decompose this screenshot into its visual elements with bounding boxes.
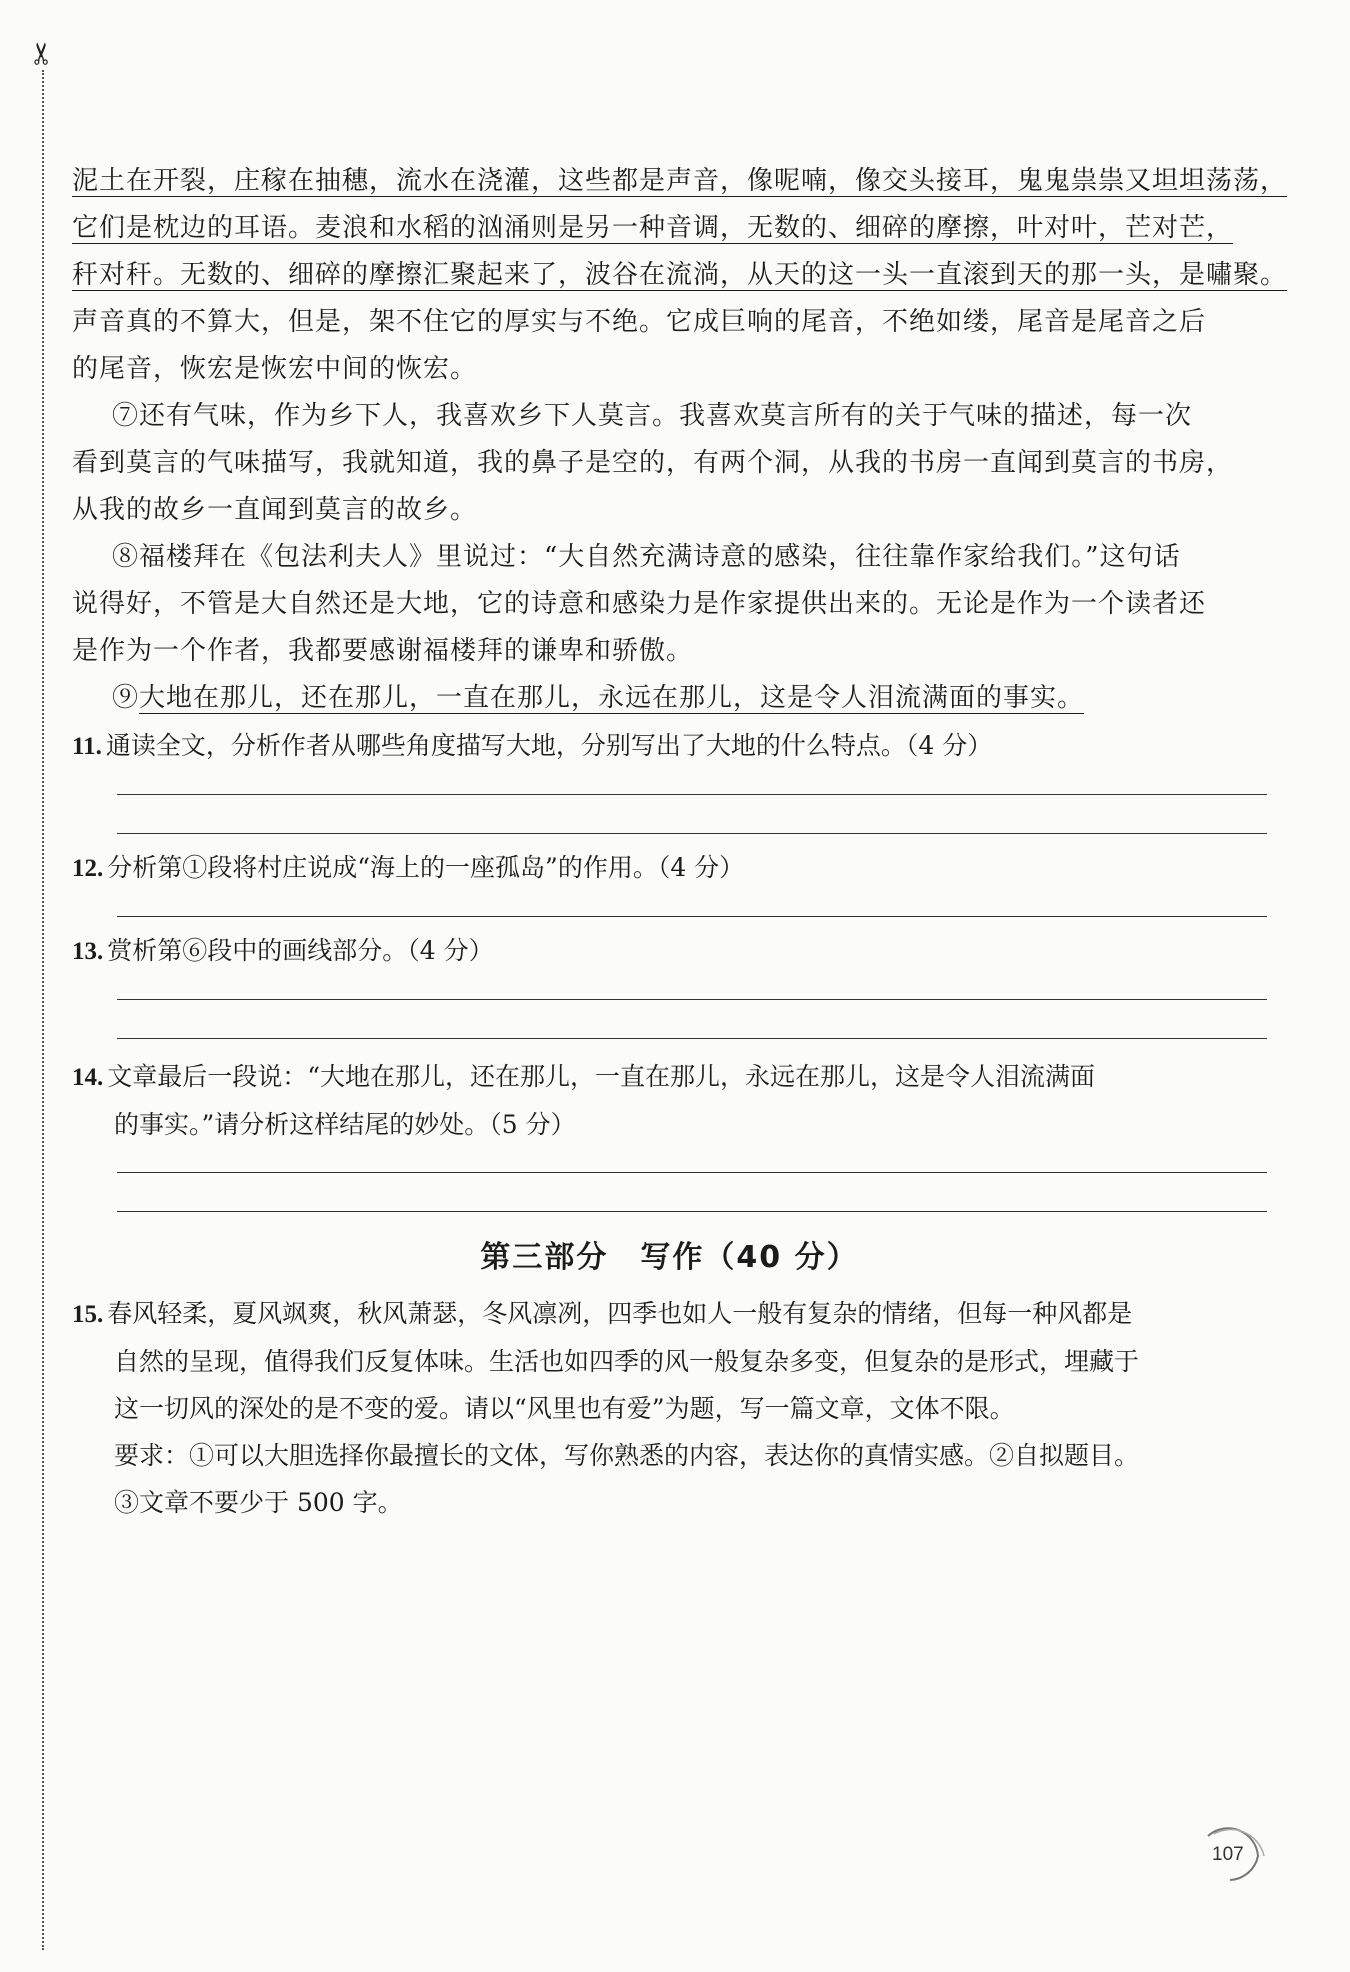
passage-paragraph-9 (72, 675, 1267, 722)
passage-line: 看到莫言的气味描写，我就知道，我的鼻子是空的，有两个洞，从我的书房一直闻到莫言的书房， (72, 448, 1234, 478)
passage-paragraph-8 (72, 534, 1267, 675)
question-11 (72, 722, 1267, 770)
passage-line: 是作为一个作者，我都要感谢福楼拜的谦卑和骄傲。 (72, 636, 694, 666)
page-content (72, 158, 1288, 1526)
passage-line: ⑧福楼拜在《包法利夫人》里说过：“大自然充满诗意的感染，往往靠作家给我们。”这句话 (112, 542, 1181, 572)
passage-paragraph-6 (72, 158, 1288, 393)
cut-line (42, 70, 44, 1950)
question-number: 11. (72, 733, 102, 760)
section-title: 第三部分 写作（40 分） (480, 1240, 859, 1275)
paragraph-number: ⑨ (112, 683, 140, 713)
passage-line: ⑦还有气味，作为乡下人，我喜欢乡下人莫言。我喜欢莫言所有的关于气味的描述，每一次 (112, 401, 1193, 431)
passage-line: 说得好，不管是大自然还是大地，它的诗意和感染力是作家提供出来的。无论是作为一个读者还 (72, 589, 1207, 619)
writing-requirements: 要求：①可以大胆选择你最擅长的文体，写你熟悉的内容，表达你的真情实感。②自拟题目。 (114, 1441, 1140, 1470)
underlined-sentence: 大地在那儿，还在那儿，一直在那儿，永远在那儿，这是令人泪流满面的事实。 (139, 683, 1085, 713)
question-13 (72, 927, 1267, 975)
question-text: 文章最后一段说：“大地在那儿，还在那儿，一直在那儿，永远在那儿，这是令人泪流满面 (107, 1062, 1096, 1091)
page-number-badge (1200, 1826, 1270, 1882)
scissors-icon: ✂ (25, 40, 61, 67)
passage-line: 泥土在开裂，庄稼在抽穗，流水在浇灌，这些都是声音，像呢喃，像交头接耳，鬼鬼祟祟又坦坦荡荡， (72, 166, 1288, 196)
question-text-continued: 这一切风的深处的是不变的爱。请以“风里也有爱”为题，写一篇文章，文体不限。 (114, 1394, 1015, 1423)
question-number: 14. (72, 1064, 104, 1091)
passage-line: 声音真的不算大，但是，架不住它的厚实与不绝。它成巨响的尾音，不绝如缕，尾音是尾音之后 (72, 307, 1207, 337)
question-14 (72, 1053, 1267, 1101)
question-text: 分析第①段将村庄说成“海上的一座孤岛”的作用。（4 分） (107, 853, 745, 882)
question-text: 赏析第⑥段中的画线部分。（4 分） (107, 936, 494, 965)
question-number: 13. (72, 938, 104, 965)
passage-line: 秆对秆。无数的、细碎的摩擦汇聚起来了，波谷在流淌，从天的这一头一直滚到天的那一头，是嘯聚。 (72, 260, 1288, 290)
page-number: 107 (1212, 1844, 1244, 1865)
passage-paragraph-7 (72, 393, 1267, 534)
question-text: 通读全文，分析作者从哪些角度描写大地，分别写出了大地的什么特点。（4 分） (105, 731, 993, 760)
question-12 (72, 844, 1267, 892)
passage-line: 它们是枕边的耳语。麦浪和水稻的汹涌则是另一种音调，无数的、细碎的摩擦，叶对叶，芒对芒， (72, 213, 1234, 243)
writing-requirements: ③文章不要少于 500 字。 (114, 1488, 403, 1517)
passage-line: 从我的故乡一直闻到莫言的故乡。 (72, 495, 478, 525)
question-number: 15. (72, 1301, 104, 1328)
passage-line: 的尾音，恢宏是恢宏中间的恢宏。 (72, 354, 478, 384)
question-15 (72, 1290, 1267, 1338)
question-number: 12. (72, 855, 104, 882)
question-text-continued: 的事实。”请分析这样结尾的妙处。（5 分） (114, 1110, 576, 1139)
question-text: 春风轻柔，夏风飒爽，秋风萧瑟，冬风凛冽，四季也如人一般有复杂的情绪，但每一种风都是 (107, 1299, 1133, 1328)
question-text-continued: 自然的呈现，值得我们反复体味。生活也如四季的风一般复杂多变，但复杂的是形式，埋藏于 (114, 1347, 1140, 1376)
